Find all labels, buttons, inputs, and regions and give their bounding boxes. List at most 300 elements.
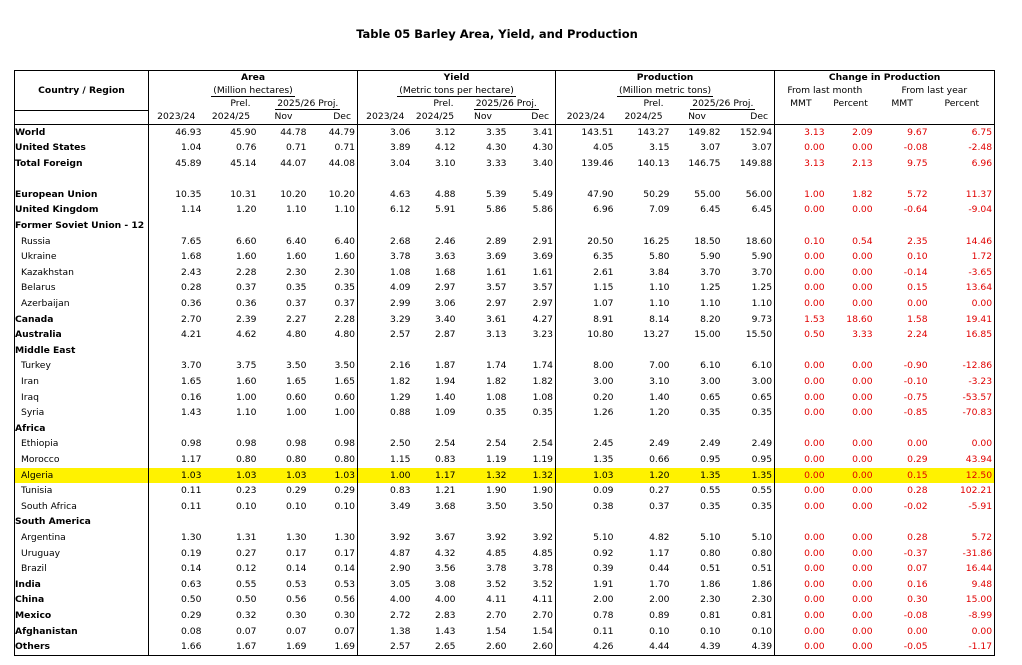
table-cell: 1.15	[593, 282, 614, 294]
table-cell	[827, 171, 875, 187]
table-cell: 3.04	[390, 157, 411, 169]
table-cell: 2.13	[852, 157, 873, 169]
area-y2: 2024/25	[204, 110, 259, 124]
table-cell: 4.63	[390, 188, 411, 200]
table-row	[15, 608, 995, 624]
country-name: Uruguay	[15, 546, 149, 562]
table-cell: 1.53	[804, 313, 825, 325]
table-cell: 0.28	[907, 485, 928, 497]
yield-header: Yield	[358, 71, 556, 85]
table-cell: 3.13	[804, 157, 825, 169]
table-cell: 8.14	[649, 313, 670, 325]
table-cell: 2.35	[907, 235, 928, 247]
table-cell: 0.00	[804, 298, 825, 310]
country-name: Syria	[15, 405, 149, 421]
table-cell	[204, 343, 259, 359]
table-cell: 3.63	[435, 251, 456, 263]
table-cell	[358, 514, 413, 530]
table-row	[15, 530, 995, 546]
table-cell	[259, 343, 309, 359]
table-row	[15, 624, 995, 640]
table-cell: 1.04	[181, 142, 202, 154]
table-cell: 1.29	[390, 391, 411, 403]
table-cell	[827, 343, 875, 359]
table-cell: 2.50	[390, 438, 411, 450]
table-cell	[616, 421, 672, 437]
table-cell: -0.08	[903, 142, 928, 154]
table-cell: 45.14	[230, 157, 257, 169]
table-cell: 1.82	[509, 374, 556, 390]
table-cell	[723, 514, 775, 530]
table-cell: 2.91	[509, 234, 556, 250]
table-cell: 0.83	[435, 453, 456, 465]
country-name: Afghanistan	[15, 624, 149, 640]
table-cell: 1.03	[556, 468, 616, 484]
table-cell: 1.00	[804, 188, 825, 200]
table-cell	[149, 218, 204, 234]
table-cell: 4.44	[616, 639, 672, 655]
table-cell: 5.10	[593, 531, 614, 543]
table-cell: 9.48	[930, 577, 995, 593]
table-cell: 0.29	[286, 485, 307, 497]
table-cell: 0.27	[649, 485, 670, 497]
table-cell: 3.40	[435, 313, 456, 325]
country-name: Kazakhstan	[15, 265, 149, 281]
table-cell: 5.86	[486, 204, 507, 216]
area-unit: (Million hectares)	[149, 84, 358, 97]
table-cell: 10.31	[230, 188, 257, 200]
table-row	[15, 390, 995, 406]
from-last-year-header: From last year	[875, 84, 995, 97]
table-cell: 2.46	[435, 235, 456, 247]
table-cell: 0.00	[852, 531, 873, 543]
table-cell: 1.00	[309, 405, 358, 421]
table-cell: 0.16	[907, 578, 928, 590]
table-cell: 0.27	[236, 547, 257, 559]
table-cell: 55.00	[694, 188, 721, 200]
table-cell: 0.00	[852, 453, 873, 465]
table-cell: 1.25	[700, 282, 721, 294]
table-cell: -8.99	[930, 608, 995, 624]
table-cell: 2.16	[390, 360, 411, 372]
table-cell: 4.88	[435, 188, 456, 200]
table-cell: 3.41	[509, 124, 556, 140]
table-cell: 2.54	[435, 438, 456, 450]
table-cell	[458, 514, 509, 530]
table-cell: -31.86	[930, 546, 995, 562]
table-cell: 2.72	[390, 609, 411, 621]
table-cell: 0.00	[804, 453, 825, 465]
table-cell: 1.66	[149, 639, 204, 655]
table-cell: 0.53	[309, 577, 358, 593]
table-cell: 0.10	[649, 625, 670, 637]
table-row	[15, 234, 995, 250]
table-cell: 0.00	[804, 391, 825, 403]
table-cell: 6.45	[700, 204, 721, 216]
table-cell: 1.00	[236, 391, 257, 403]
table-cell: 0.14	[309, 561, 358, 577]
table-cell: 0.10	[907, 251, 928, 263]
yield-dec: Dec	[509, 110, 556, 124]
table-cell: 1.00	[286, 407, 307, 419]
table-cell	[413, 421, 458, 437]
table-cell: 0.00	[852, 547, 873, 559]
table-cell: 0.00	[852, 376, 873, 387]
table-cell: 0.80	[286, 453, 307, 465]
table-cell: 0.00	[852, 298, 873, 310]
table-cell: 0.00	[804, 438, 825, 450]
table-cell: 44.78	[280, 126, 307, 138]
table-cell	[723, 421, 775, 437]
table-cell: 3.35	[486, 126, 507, 138]
country-name: Ethiopia	[15, 436, 149, 452]
table-cell: 0.00	[804, 625, 825, 637]
table-cell	[458, 421, 509, 437]
table-cell: 3.52	[509, 577, 556, 593]
table-cell: 0.10	[804, 235, 825, 247]
table-cell: 1.20	[649, 407, 670, 419]
table-cell: 4.80	[286, 329, 307, 341]
table-cell: 1.14	[181, 204, 202, 216]
table-cell: 2.49	[700, 438, 721, 450]
table-cell: 5.86	[509, 202, 556, 218]
table-cell: 1.09	[435, 407, 456, 419]
table-cell: 1.38	[390, 625, 411, 637]
table-cell: 5.39	[486, 188, 507, 200]
table-cell: 1.60	[309, 249, 358, 265]
table-cell: 2.00	[593, 594, 614, 606]
country-name: Former Soviet Union - 12	[15, 218, 149, 234]
table-cell: 4.05	[593, 142, 614, 154]
table-cell: 0.08	[181, 625, 202, 637]
table-cell: 15.00	[694, 329, 721, 341]
table-cell: 2.60	[458, 639, 509, 655]
table-cell: 2.70	[181, 313, 202, 325]
table-cell: 0.36	[236, 298, 257, 310]
table-cell: 0.51	[700, 563, 721, 575]
table-cell: -0.37	[903, 547, 928, 559]
table-cell: 10.35	[175, 188, 202, 200]
table-cell: 0.10	[700, 625, 721, 637]
country-name: Iraq	[15, 390, 149, 406]
table-cell: 1.61	[486, 266, 507, 278]
table-cell: 1.60	[236, 251, 257, 263]
table-cell: 0.10	[286, 500, 307, 512]
table-cell: 0.30	[286, 609, 307, 621]
table-row	[15, 140, 995, 156]
table-cell: 3.13	[804, 126, 825, 138]
table-cell: 0.35	[723, 499, 775, 515]
table-cell	[827, 218, 875, 234]
table-cell: 2.28	[236, 266, 257, 278]
table-cell: 0.00	[852, 438, 873, 450]
table-cell: 0.00	[804, 547, 825, 559]
table-cell: -3.65	[930, 265, 995, 281]
table-cell: 1.30	[309, 530, 358, 546]
table-row	[15, 452, 995, 468]
table-cell: 2.30	[723, 592, 775, 608]
table-cell: 2.27	[286, 313, 307, 325]
table-cell: 2.89	[486, 235, 507, 247]
table-cell: 3.13	[486, 329, 507, 341]
country-name: Iran	[15, 374, 149, 390]
table-cell: 6.40	[286, 235, 307, 247]
table-cell: 6.12	[390, 204, 411, 216]
table-cell	[616, 218, 672, 234]
table-cell: 4.30	[486, 142, 507, 154]
table-cell: 1.40	[435, 391, 456, 403]
table-cell: 4.12	[435, 142, 456, 154]
table-cell: 0.07	[286, 625, 307, 637]
table-cell: -1.17	[930, 639, 995, 655]
table-cell: 6.96	[930, 156, 995, 172]
table-cell: 0.53	[286, 578, 307, 590]
table-cell: -0.08	[903, 609, 928, 621]
table-cell: 11.37	[930, 187, 995, 203]
table-cell: 6.75	[930, 124, 995, 140]
table-cell: 3.69	[486, 251, 507, 263]
table-cell: 1.35	[672, 468, 723, 484]
table-cell: 44.08	[309, 156, 358, 172]
table-cell: 3.10	[435, 157, 456, 169]
table-cell: 0.30	[309, 608, 358, 624]
table-cell: -0.90	[903, 360, 928, 372]
area-nov: Nov	[259, 110, 309, 124]
yield-unit: (Metric tons per hectare)	[358, 84, 556, 97]
table-cell: 3.07	[723, 140, 775, 156]
table-cell: 4.85	[486, 547, 507, 559]
table-cell: 1.43	[181, 407, 202, 419]
table-cell: 4.87	[390, 547, 411, 559]
table-cell	[259, 171, 309, 187]
country-name: Algeria	[15, 468, 149, 484]
table-row	[15, 358, 995, 374]
table-cell: 18.50	[694, 235, 721, 247]
table-cell: 5.72	[907, 188, 928, 200]
table-cell: 3.00	[723, 374, 775, 390]
table-cell: 1.90	[509, 483, 556, 499]
table-cell	[875, 514, 930, 530]
table-cell: 1.61	[509, 265, 556, 281]
table-cell	[827, 421, 875, 437]
table-cell: 3.70	[700, 266, 721, 278]
table-cell: 1.74	[509, 358, 556, 374]
table-cell: 1.94	[435, 376, 456, 387]
area-dec: Dec	[309, 110, 358, 124]
table-cell	[204, 171, 259, 187]
table-cell: 2.30	[286, 266, 307, 278]
table-cell: 3.49	[390, 500, 411, 512]
table-cell: 1.82	[390, 376, 411, 387]
table-cell: 0.15	[907, 282, 928, 294]
table-cell: 5.90	[723, 249, 775, 265]
table-cell: 0.78	[593, 609, 614, 621]
table-cell: 0.50	[181, 594, 202, 606]
table-cell: 0.00	[852, 204, 873, 216]
table-cell	[458, 171, 509, 187]
table-cell: 1.32	[509, 468, 556, 484]
table-cell: 47.90	[587, 188, 614, 200]
table-cell: 0.80	[309, 452, 358, 468]
table-cell: 143.51	[581, 126, 614, 138]
table-cell: 0.35	[723, 405, 775, 421]
table-cell: 4.11	[486, 594, 507, 606]
table-cell: 2.87	[435, 329, 456, 341]
table-cell: 0.98	[286, 438, 307, 450]
table-cell: 5.72	[930, 530, 995, 546]
table-cell: 1.43	[435, 625, 456, 637]
table-cell: 1.10	[723, 296, 775, 312]
table-cell: 0.66	[649, 453, 670, 465]
table-cell: 3.33	[486, 157, 507, 169]
table-cell	[309, 171, 358, 187]
table-cell: 0.00	[852, 485, 873, 497]
table-cell: 0.89	[649, 609, 670, 621]
table-cell: 0.00	[804, 500, 825, 512]
table-cell	[309, 514, 358, 530]
country-name: Turkey	[15, 358, 149, 374]
table-cell: 0.98	[181, 438, 202, 450]
table-cell: 1.19	[509, 452, 556, 468]
table-cell: 2.30	[309, 265, 358, 281]
country-name: European Union	[15, 187, 149, 203]
table-cell: 0.00	[852, 594, 873, 606]
table-cell: 56.00	[723, 187, 775, 203]
country-name: Total Foreign	[15, 156, 149, 172]
table-cell: 0.00	[804, 609, 825, 621]
table-cell: 5.10	[723, 530, 775, 546]
table-cell	[358, 421, 413, 437]
table-cell: 3.92	[390, 531, 411, 543]
table-cell: 0.95	[723, 452, 775, 468]
table-cell: 1.82	[486, 376, 507, 387]
country-name: Azerbaijan	[15, 296, 149, 312]
table-cell: 1.30	[181, 531, 202, 543]
table-cell: 2.57	[390, 329, 411, 341]
table-cell: 1.86	[700, 578, 721, 590]
table-cell: 3.08	[435, 578, 456, 590]
table-cell: 6.10	[700, 360, 721, 372]
table-cell	[556, 343, 616, 359]
table-cell: 6.40	[309, 234, 358, 250]
table-cell: 0.28	[907, 531, 928, 543]
table-cell	[509, 514, 556, 530]
table-cell: -12.86	[930, 358, 995, 374]
table-cell: 1.35	[723, 468, 775, 484]
table-cell: 0.00	[852, 282, 873, 294]
table-cell: 0.50	[804, 329, 825, 341]
table-cell: 0.98	[309, 436, 358, 452]
table-cell: 0.19	[181, 547, 202, 559]
table-cell	[875, 421, 930, 437]
table-cell	[204, 421, 259, 437]
table-cell: 0.39	[593, 563, 614, 575]
barley-table	[14, 70, 995, 656]
table-cell: 3.15	[649, 142, 670, 154]
table-cell: 1.74	[486, 360, 507, 372]
table-cell: 0.10	[236, 500, 257, 512]
table-cell	[672, 514, 723, 530]
table-cell: 0.35	[486, 407, 507, 419]
table-cell: 1.86	[723, 577, 775, 593]
table-cell: 0.00	[852, 251, 873, 263]
table-cell: -0.14	[903, 266, 928, 278]
table-cell: 15.00	[930, 592, 995, 608]
table-cell: 1.08	[390, 266, 411, 278]
table-cell: 10.20	[309, 187, 358, 203]
table-cell: 4.82	[649, 531, 670, 543]
production-prel: Prel.	[643, 98, 664, 109]
table-cell: 1.15	[390, 453, 411, 465]
table-cell: 0.00	[852, 609, 873, 621]
table-cell: 0.00	[804, 578, 825, 590]
table-cell: 4.21	[181, 329, 202, 341]
table-cell: 2.57	[358, 639, 413, 655]
table-cell: 1.21	[435, 485, 456, 497]
country-name: Tunisia	[15, 483, 149, 499]
country-name: Morocco	[15, 452, 149, 468]
table-cell: 0.00	[852, 500, 873, 512]
table-cell: 1.03	[309, 468, 358, 484]
table-cell: 5.91	[435, 204, 456, 216]
spacer-row	[15, 171, 995, 187]
table-cell	[672, 171, 723, 187]
yield-nov: Nov	[458, 110, 509, 124]
table-cell: 143.27	[637, 126, 670, 138]
table-cell: 0.00	[930, 296, 995, 312]
table-cell: 0.00	[852, 407, 873, 419]
table-cell: 1.87	[435, 360, 456, 372]
table-cell: 3.00	[593, 376, 614, 387]
table-cell	[556, 421, 616, 437]
table-cell	[616, 343, 672, 359]
table-cell: 1.08	[486, 391, 507, 403]
table-cell: 1.10	[286, 204, 307, 216]
table-row	[15, 514, 995, 530]
table-cell: 0.56	[286, 594, 307, 606]
table-cell: 1.03	[204, 468, 259, 484]
table-cell: 1.69	[309, 639, 358, 655]
table-cell: 0.38	[593, 500, 614, 512]
table-cell: 43.94	[930, 452, 995, 468]
production-dec: Dec	[723, 110, 775, 124]
table-cell	[149, 421, 204, 437]
table-cell: 4.32	[435, 547, 456, 559]
table-cell: 0.10	[723, 624, 775, 640]
table-cell	[930, 171, 995, 187]
table-cell: 2.99	[390, 298, 411, 310]
table-cell	[259, 421, 309, 437]
table-cell	[458, 218, 509, 234]
table-cell: 44.79	[309, 124, 358, 140]
country-name: Middle East	[15, 343, 149, 359]
table-cell: 0.00	[852, 142, 873, 154]
table-cell	[413, 171, 458, 187]
table-cell: 2.45	[593, 438, 614, 450]
table-cell: 0.00	[804, 204, 825, 216]
table-cell: -2.48	[930, 140, 995, 156]
table-cell	[723, 343, 775, 359]
table-cell: 0.00	[775, 468, 827, 484]
table-cell: 2.83	[435, 609, 456, 621]
table-cell: 16.25	[643, 235, 670, 247]
table-row	[15, 124, 995, 140]
table-cell: 0.00	[804, 531, 825, 543]
table-cell: 0.14	[286, 563, 307, 575]
table-cell: 1.20	[236, 204, 257, 216]
table-cell: -0.64	[903, 204, 928, 216]
table-cell: 1.30	[286, 531, 307, 543]
